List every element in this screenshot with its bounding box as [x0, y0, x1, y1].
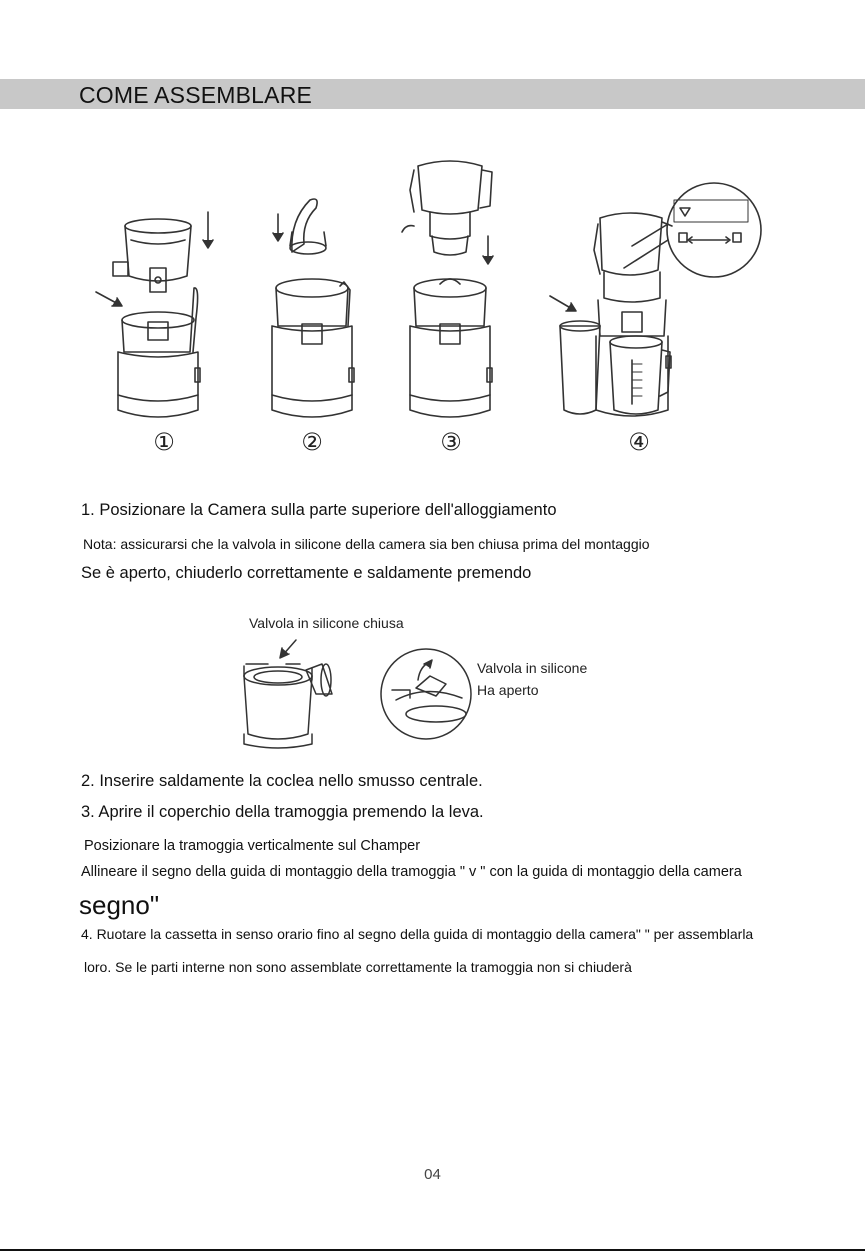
assembly-illustration [0, 0, 865, 470]
step-label-1: ① [153, 428, 175, 456]
section-title: COME ASSEMBLARE [79, 82, 313, 108]
bottom-rule [0, 1249, 865, 1251]
closed-valve-figure [244, 640, 332, 748]
step2-figure [272, 199, 354, 417]
instruction-loro: loro. Se le parti interne non sono assemblate correttamente la tramoggia non si chiuderà [84, 959, 632, 975]
callout-valve-open-2: Ha aperto [477, 682, 539, 698]
instruction-step3: 3. Aprire il coperchio della tramoggia premendo la leva. [81, 803, 484, 821]
valve-illustration [0, 600, 865, 760]
step-label-2: ② [301, 428, 323, 456]
instruction-step1: 1. Posizionare la Camera sulla parte superiore dell'alloggiamento [81, 501, 557, 519]
step-label-3: ③ [440, 428, 462, 456]
callout-valve-open-1: Valvola in silicone [477, 660, 588, 676]
instruction-step4: 4. Ruotare la cassetta in senso orario fino al segno della guida di montaggio della camera" " per assemblarla [81, 926, 754, 942]
step4-figure [550, 183, 761, 416]
open-valve-figure [381, 649, 471, 739]
instruction-position: Posizionare la tramoggia verticalmente sul Champer [84, 838, 421, 854]
instruction-align: Allineare il segno della guida di montaggio della tramoggia " v " con la guida di montaggio della camera [81, 864, 742, 880]
instruction-step2: 2. Inserire saldamente la coclea nello smusso centrale. [81, 772, 483, 790]
instruction-note: Nota: assicurarsi che la valvola in silicone della camera sia ben chiusa prima del montaggio [83, 536, 650, 552]
step-label-4: ④ [628, 428, 650, 456]
step1-figure [96, 212, 213, 417]
page-number: 04 [424, 1166, 441, 1183]
instruction-segno: segno" [79, 890, 160, 920]
step3-figure [402, 161, 493, 417]
callout-valve-closed: Valvola in silicone chiusa [249, 615, 404, 631]
instruction-open-valve: Se è aperto, chiuderlo correttamente e saldamente premendo [81, 564, 532, 582]
